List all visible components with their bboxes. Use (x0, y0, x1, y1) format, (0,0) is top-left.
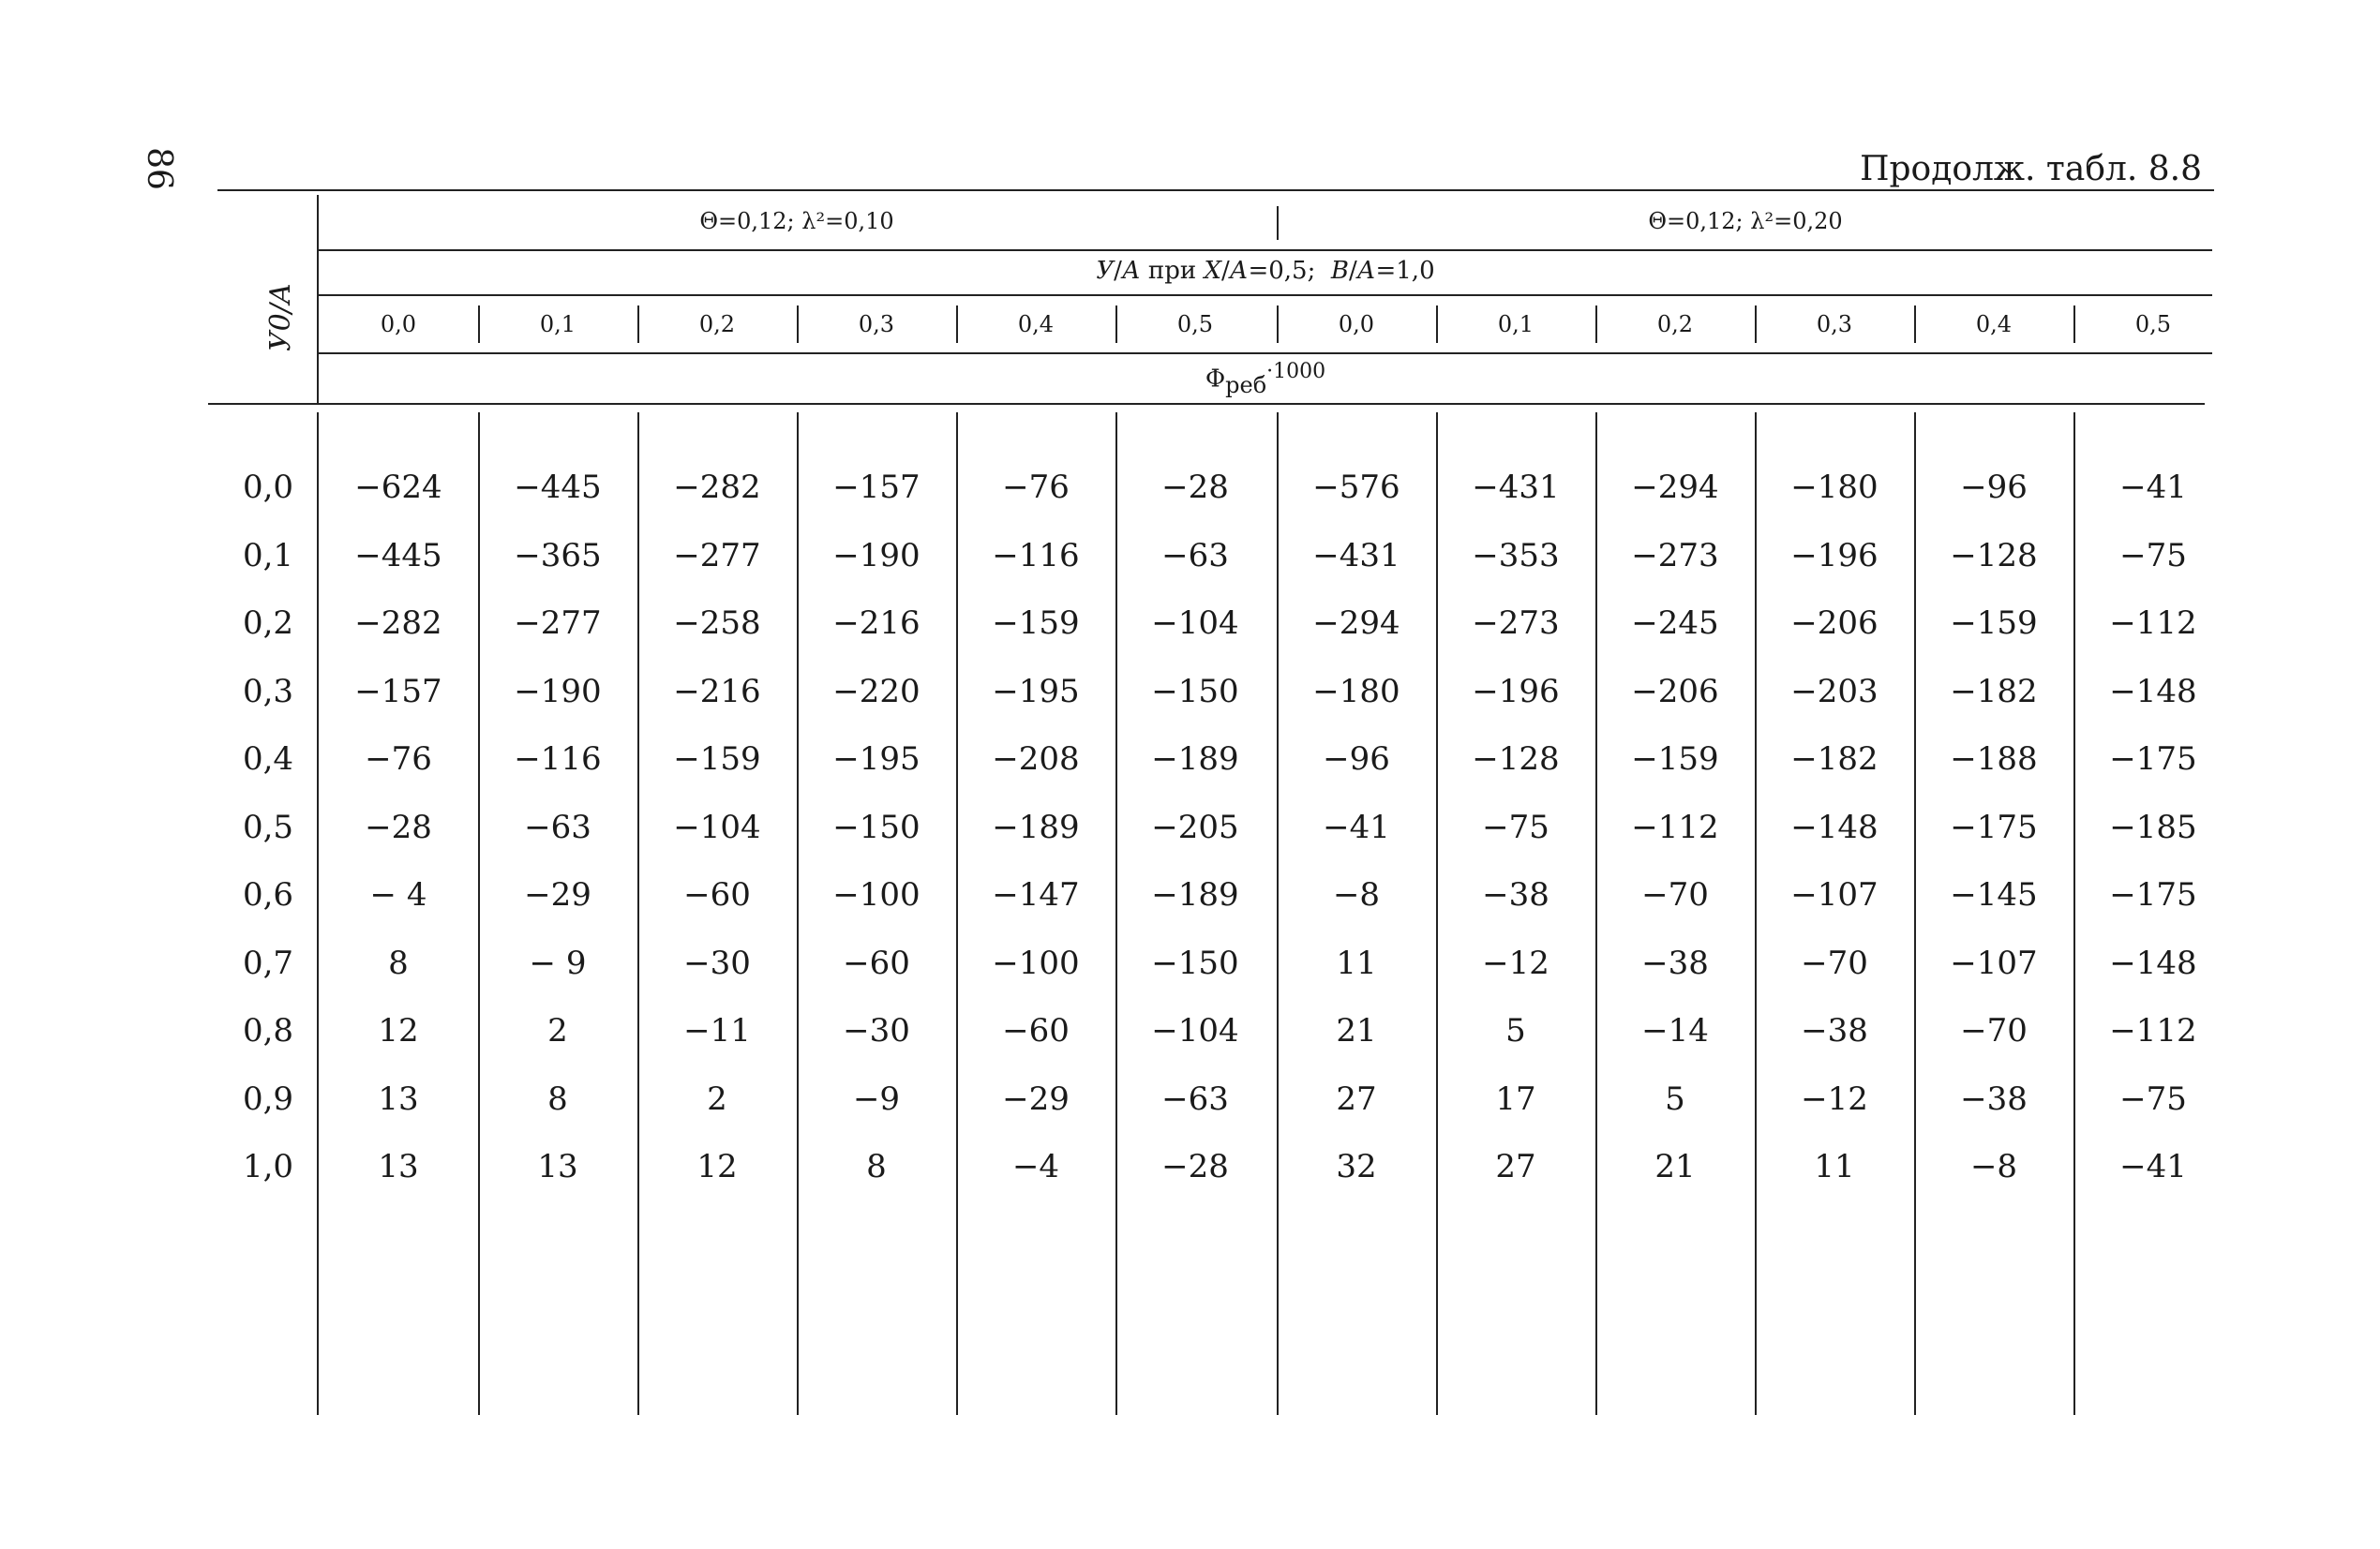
page-number: 86 (140, 147, 178, 190)
table-cell: 21 (1654, 1148, 1696, 1185)
table-cell: −76 (365, 740, 432, 778)
table-cell: 2 (707, 1080, 727, 1118)
table-cell: 21 (1336, 1012, 1377, 1050)
stub-label: У0/A (264, 283, 297, 351)
table-cell: 13 (378, 1080, 419, 1118)
table-cell: −180 (1790, 469, 1879, 506)
column-header-divider (478, 305, 480, 343)
table-cell: −75 (1482, 808, 1549, 846)
table-cell: −277 (514, 604, 602, 642)
table-cell: −203 (1790, 672, 1879, 710)
table-cell: 27 (1336, 1080, 1377, 1118)
table-caption: Продолж. табл. 8.8 (1860, 150, 2202, 188)
table-cell: 11 (1336, 944, 1377, 982)
table-cell: −190 (832, 536, 921, 574)
table-cell: −112 (2109, 604, 2197, 642)
table-cell: −60 (683, 876, 751, 914)
table-cell: −116 (992, 536, 1080, 574)
column-header: 0,3 (858, 311, 895, 337)
table-cell: −159 (992, 604, 1080, 642)
table-cell: −75 (2119, 1080, 2187, 1118)
table-cell: 32 (1336, 1148, 1377, 1185)
table-cell: − 4 (369, 876, 427, 914)
table-cell: −112 (1631, 808, 1719, 846)
column-header-divider (1436, 305, 1438, 343)
table-cell: 5 (1665, 1080, 1685, 1118)
table-cell: −107 (1950, 944, 2038, 982)
table-cell: −245 (1631, 604, 1719, 642)
table-cell: −445 (514, 469, 602, 506)
table-cell: −75 (2119, 536, 2187, 574)
top-rule (217, 189, 2214, 191)
table-cell: −70 (1960, 1012, 2028, 1050)
table-cell: 12 (378, 1012, 419, 1050)
table-cell: −148 (2109, 672, 2197, 710)
table-cell: 5 (1505, 1012, 1526, 1050)
table-cell: −14 (1641, 1012, 1709, 1050)
table-cell: −148 (1790, 808, 1879, 846)
table-cell: −112 (2109, 1012, 2197, 1050)
table-cell: −116 (514, 740, 602, 778)
table-cell: −365 (514, 536, 602, 574)
table-cell: 13 (378, 1148, 419, 1185)
table-cell: −282 (354, 604, 442, 642)
table-cell: −147 (992, 876, 1080, 914)
table-cell: −576 (1312, 469, 1400, 506)
column-header: 0,3 (1816, 311, 1853, 337)
table-cell: 8 (388, 944, 409, 982)
column-header-divider (1755, 305, 1757, 343)
table-cell: −104 (1151, 1012, 1239, 1050)
table-cell: −12 (1482, 944, 1549, 982)
row-label: 0,2 (242, 604, 294, 642)
table-cell: − 9 (529, 944, 587, 982)
table-cell: −11 (683, 1012, 751, 1050)
column-header-divider (1277, 305, 1279, 343)
row-label: 0,4 (242, 740, 294, 778)
table-cell: −41 (1323, 808, 1390, 846)
table-cell: −100 (832, 876, 921, 914)
row-label: 0,8 (242, 1012, 294, 1050)
table-cell: −30 (683, 944, 751, 982)
row-label: 0,5 (242, 808, 294, 846)
table-cell: −4 (1011, 1148, 1060, 1185)
table-cell: −107 (1790, 876, 1879, 914)
table-cell: 8 (547, 1080, 568, 1118)
table-cell: −100 (992, 944, 1080, 982)
table-cell: −29 (1002, 1080, 1070, 1118)
table-cell: −175 (2109, 740, 2197, 778)
table-cell: −431 (1472, 469, 1560, 506)
column-header: 0,1 (1497, 311, 1534, 337)
table-cell: −159 (1950, 604, 2038, 642)
column-header: 0,0 (1338, 311, 1375, 337)
column-header-divider (2073, 305, 2075, 343)
column-header-divider (1595, 305, 1597, 343)
table-cell: −195 (992, 672, 1080, 710)
table-cell: −41 (2119, 1148, 2187, 1185)
table-cell: −8 (1969, 1148, 2018, 1185)
table-cell: 2 (547, 1012, 568, 1050)
group-rule (319, 249, 2212, 251)
column-header-divider (956, 305, 958, 343)
table-cell: −216 (832, 604, 921, 642)
table-cell: −220 (832, 672, 921, 710)
table-cell: −63 (524, 808, 591, 846)
table-cell: −189 (1151, 876, 1239, 914)
header-bottom-rule (208, 403, 2205, 405)
column-header: 0,4 (1975, 311, 2013, 337)
row-label: 0,1 (242, 536, 294, 574)
table-cell: −128 (1472, 740, 1560, 778)
table-cell: −208 (992, 740, 1080, 778)
table-cell: 27 (1495, 1148, 1536, 1185)
table-cell: −12 (1801, 1080, 1868, 1118)
column-header-divider (637, 305, 639, 343)
table-cell: −624 (354, 469, 442, 506)
table-cell: −104 (1151, 604, 1239, 642)
table-cell: −76 (1002, 469, 1070, 506)
column-header-divider (1914, 305, 1916, 343)
table-cell: −150 (832, 808, 921, 846)
table-cell: −188 (1950, 740, 2038, 778)
table-cell: −195 (832, 740, 921, 778)
table-cell: −431 (1312, 536, 1400, 574)
group-header-right: Θ=0,12; λ²=0,20 (1648, 208, 1843, 234)
column-header-divider (797, 305, 799, 343)
table-cell: −185 (2109, 808, 2197, 846)
row-label: 0,6 (242, 876, 294, 914)
table-cell: −96 (1960, 469, 2028, 506)
table-cell: −63 (1161, 536, 1229, 574)
table-cell: −206 (1631, 672, 1719, 710)
table-cell: −206 (1790, 604, 1879, 642)
column-header-divider (1115, 305, 1117, 343)
row-label: 0,0 (242, 469, 294, 506)
table-cell: −157 (354, 672, 442, 710)
table-cell: −63 (1161, 1080, 1229, 1118)
table-cell: −189 (1151, 740, 1239, 778)
row-label: 0,9 (242, 1080, 294, 1118)
table-cell: −104 (673, 808, 761, 846)
table-cell: −196 (1790, 536, 1879, 574)
table-cell: −38 (1801, 1012, 1868, 1050)
table-cell: −60 (843, 944, 910, 982)
table-cell: −205 (1151, 808, 1239, 846)
column-header: 0,0 (380, 311, 417, 337)
table-cell: −28 (365, 808, 432, 846)
table-cell: −9 (852, 1080, 901, 1118)
row-label: 1,0 (242, 1148, 294, 1185)
table-cell: −41 (2119, 469, 2187, 506)
table-cell: −60 (1002, 1012, 1070, 1050)
table-cell: −190 (514, 672, 602, 710)
row-label: 0,3 (242, 672, 294, 710)
table-cell: −150 (1151, 672, 1239, 710)
table-cell: −294 (1631, 469, 1719, 506)
table-cell: −38 (1641, 944, 1709, 982)
subheader-rule (319, 294, 2212, 296)
table-cell: 11 (1814, 1148, 1855, 1185)
column-header: 0,4 (1017, 311, 1055, 337)
table-cell: −30 (843, 1012, 910, 1050)
table-cell: −353 (1472, 536, 1560, 574)
subheader-y-over-a: У/А при X/А=0,5; B/А=1,0 (1096, 257, 1435, 285)
column-header-rule (319, 352, 2212, 354)
table-cell: −294 (1312, 604, 1400, 642)
table-cell: −145 (1950, 876, 2038, 914)
table-cell: −29 (524, 876, 591, 914)
row-label: 0,7 (242, 944, 294, 982)
table-cell: −196 (1472, 672, 1560, 710)
table-cell: −273 (1631, 536, 1719, 574)
table-cell: −189 (992, 808, 1080, 846)
table-cell: −38 (1960, 1080, 2028, 1118)
column-header: 0,5 (2134, 311, 2172, 337)
table-cell: −282 (673, 469, 761, 506)
table-cell: −216 (673, 672, 761, 710)
table-cell: −96 (1323, 740, 1390, 778)
table-cell: −445 (354, 536, 442, 574)
table-cell: −159 (673, 740, 761, 778)
table-cell: −150 (1151, 944, 1239, 982)
table-cell: −157 (832, 469, 921, 506)
table-cell: 17 (1495, 1080, 1536, 1118)
table-cell: 8 (866, 1148, 887, 1185)
table-cell: −8 (1332, 876, 1381, 914)
column-header: 0,5 (1176, 311, 1214, 337)
column-header: 0,1 (539, 311, 576, 337)
group-header-left: Θ=0,12; λ²=0,10 (699, 208, 894, 234)
column-header: 0,2 (698, 311, 736, 337)
table-cell: −28 (1161, 1148, 1229, 1185)
table-cell: −180 (1312, 672, 1400, 710)
table-cell: −175 (2109, 876, 2197, 914)
table-cell: −128 (1950, 536, 2038, 574)
table-cell: −70 (1801, 944, 1868, 982)
table-cell: −38 (1482, 876, 1549, 914)
table-cell: −175 (1950, 808, 2038, 846)
table-cell: −182 (1950, 672, 2038, 710)
table-cell: −148 (2109, 944, 2197, 982)
table-cell: −159 (1631, 740, 1719, 778)
table-cell: −28 (1161, 469, 1229, 506)
phi-label: $\Phi_{реб}^{\cdot 1000}$ (1205, 360, 1326, 398)
column-header: 0,2 (1656, 311, 1694, 337)
table-cell: −277 (673, 536, 761, 574)
table-cell: −182 (1790, 740, 1879, 778)
table-cell: 12 (696, 1148, 738, 1185)
table-cell: −70 (1641, 876, 1709, 914)
table-cell: −273 (1472, 604, 1560, 642)
table-cell: 13 (537, 1148, 578, 1185)
table-cell: −258 (673, 604, 761, 642)
